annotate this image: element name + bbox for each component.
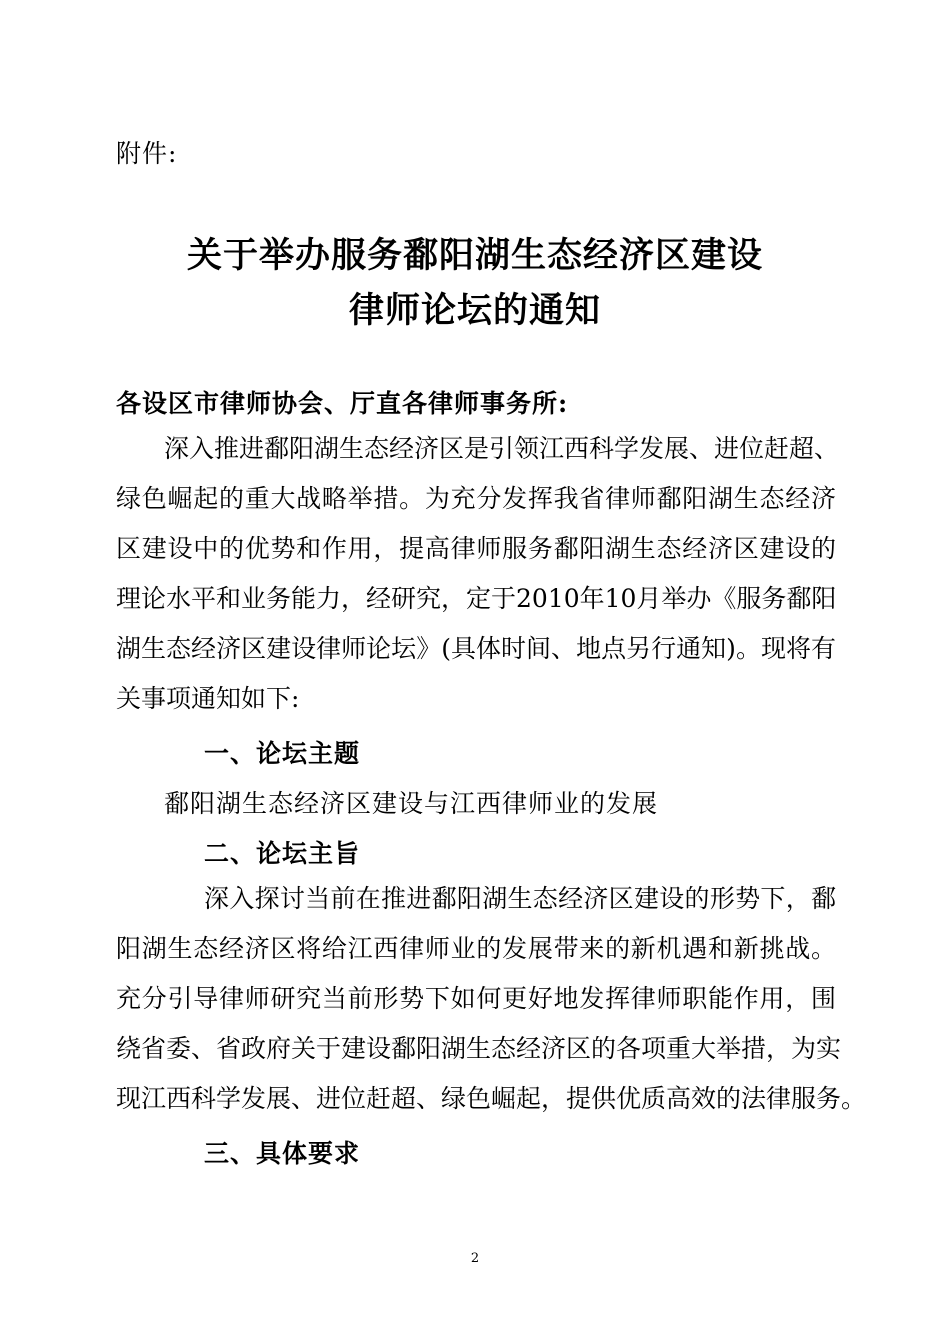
intro-line: 区建设中的优势和作用，提高律师服务鄱阳湖生态经济区建设的	[116, 534, 836, 563]
intro-line: 湖生态经济区建设律师论坛》(具体时间、地点另行通知)。现将有	[116, 634, 836, 663]
attachment-label: 附件:	[116, 139, 178, 168]
section-heading-purpose: 二、论坛主旨	[204, 839, 361, 868]
intro-line: 深入推进鄱阳湖生态经济区是引领江西科学发展、进位赶超、	[164, 434, 840, 463]
section-purpose-line: 充分引导律师研究当前形势下如何更好地发挥律师职能作用，围	[116, 984, 836, 1013]
document-title-line-1: 关于举办服务鄱阳湖生态经济区建设	[186, 235, 763, 276]
document-title-line-2: 律师论坛的通知	[348, 290, 601, 331]
section-purpose-line: 阳湖生态经济区将给江西律师业的发展带来的新机遇和新挑战。	[116, 934, 836, 963]
page-number: 2	[470, 1251, 480, 1266]
section-purpose-line: 绕省委、省政府关于建设鄱阳湖生态经济区的各项重大举措，为实	[116, 1034, 842, 1063]
intro-line: 理论水平和业务能力，经研究，定于2010年10月举办《服务鄱阳	[116, 584, 837, 613]
section-purpose-line: 现江西科学发展、进位赶超、绿色崛起，提供优质高效的法律服务。	[116, 1084, 867, 1113]
section-heading-requirements: 三、具体要求	[204, 1139, 361, 1168]
section-theme-text: 鄱阳湖生态经济区建设与江西律师业的发展	[164, 789, 659, 818]
intro-line: 绿色崛起的重大战略举措。为充分发挥我省律师鄱阳湖生态经济	[116, 484, 836, 513]
salutation: 各设区市律师协会、厅直各律师事务所:	[116, 389, 569, 418]
section-heading-theme: 一、论坛主题	[204, 739, 361, 768]
section-purpose-line: 深入探讨当前在推进鄱阳湖生态经济区建设的形势下，鄱	[204, 884, 836, 913]
intro-line: 关事项通知如下:	[116, 684, 300, 713]
